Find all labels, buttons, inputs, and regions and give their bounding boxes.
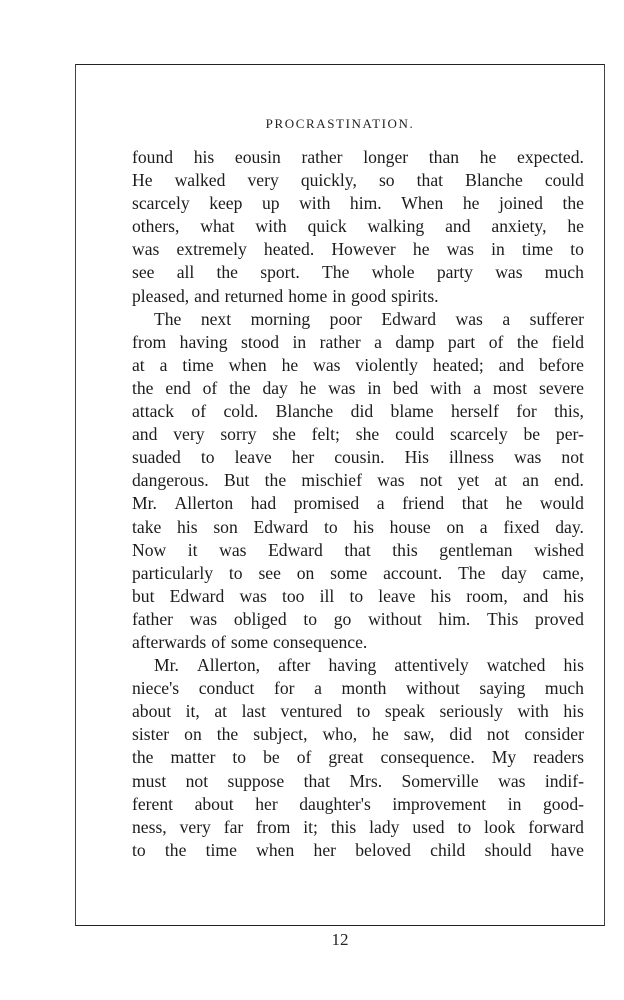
- text-line: but Edward was too ill to leave his room, and his: [132, 585, 584, 606]
- text-line: The next morning poor Edward was a sufferer: [154, 308, 584, 329]
- text-line: must not suppose that Mrs. Somerville was indif-: [132, 770, 584, 791]
- text-line: was extremely heated. However he was in time to: [132, 239, 584, 260]
- text-line: found his eousin rather longer than he expected.: [132, 147, 584, 167]
- text-line: others, what with quick walking and anxiety, he: [132, 216, 584, 237]
- running-head: PROCRASTINATION.: [265, 116, 415, 131]
- text-line: take his son Edward to his house on a fixed day.: [132, 516, 584, 537]
- text-line: about it, at last ventured to speak seriously with his: [132, 701, 584, 722]
- text-line: the matter to be of great consequence. My readers: [132, 747, 584, 768]
- text-line: ferent about her daughter's improvement in good-: [132, 793, 584, 814]
- text-line: Now it was Edward that this gentleman wished: [132, 539, 584, 560]
- text-line: sister on the subject, who, he saw, did not consider: [132, 724, 584, 745]
- text-line: at a time when he was violently heated; and before: [132, 354, 584, 375]
- text-line: niece's conduct for a month without saying much: [132, 678, 584, 699]
- text-line: and very sorry she felt; she could scarcely be per-: [132, 424, 584, 445]
- text-line: Mr. Allerton, after having attentively watched his: [154, 655, 584, 676]
- text-line: particularly to see on some account. The day came,: [132, 562, 584, 583]
- text-line: Mr. Allerton had promised a friend that he would: [132, 493, 584, 514]
- text-line: attack of cold. Blanche did blame herself for this,: [132, 401, 584, 422]
- text-line: He walked very quickly, so that Blanche could: [132, 170, 584, 191]
- text-line: to the time when her beloved child should have: [132, 839, 584, 860]
- text-line: dangerous. But the mischief was not yet at an end.: [132, 470, 584, 491]
- text-line: the end of the day he was in bed with a most severe: [132, 377, 584, 398]
- text-line: ness, very far from it; this lady used to look forward: [132, 816, 584, 837]
- text-line: father was obliged to go without him. This proved: [132, 608, 584, 629]
- text-line: afterwards of some consequence.: [132, 631, 368, 652]
- text-line: suaded to leave her cousin. His illness was not: [132, 447, 584, 468]
- body-text: [132, 146, 584, 862]
- text-line: see all the sport. The whole party was much: [132, 262, 584, 283]
- text-line: scarcely keep up with him. When he joined the: [132, 193, 584, 214]
- text-line: from having stood in rather a damp part of the field: [132, 331, 584, 352]
- text-line: pleased, and returned home in good spirits.: [132, 285, 439, 306]
- page-number: 12: [331, 930, 349, 949]
